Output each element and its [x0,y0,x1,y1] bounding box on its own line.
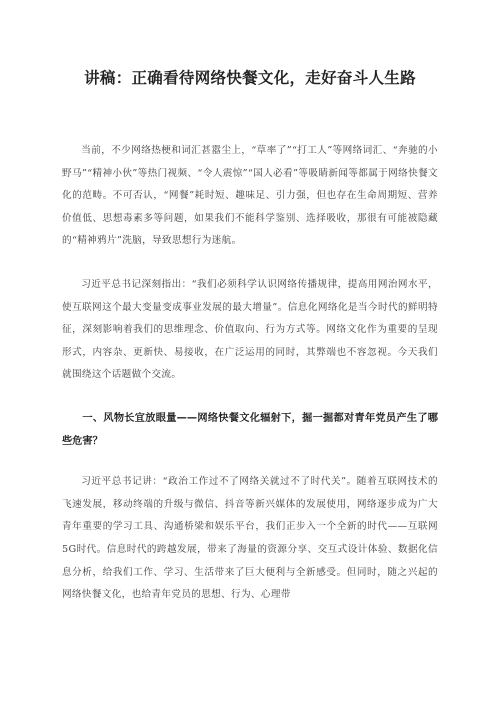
document-body [62,140,438,628]
paragraph-quote: 习近平总书记深刻指出：“我们必须科学认识网络传播规律，提高用网治网水平，使互联网这个最大变量变成事业发展的最大增量”。信息化网络化是当今时代的鲜明特征，深刻影响着我们的思维理念、价值取向、行为方式等。网络文化作为重要的呈现形式，内容杂、更新快、易接收，在广泛运用的同时，其弊端也不容忽视。今天我们就围绕这个话题做个交流。 [62,278,438,381]
paragraph-section-1: 习近平总书记讲：“政治工作过不了网络关就过不了时代关”。随着互联网技术的飞速发展，移动终端的升级与微信、抖音等新兴媒体的发展使用，网络逐步成为广大青年重要的学习工具、沟通桥梁和娱乐平台，我们正步入一个全新的时代——互联网5G时代。信息时代的跨越发展，带来了海量的资源分享、交互式设计体验、数据化信息分析，给我们工作、学习、生活带来了巨大便利与全新感受。但同时，随之兴起的网络快餐文化，也给青年党员的思想、行为、心理带 [62,476,438,601]
paragraph-intro: 当前，不少网络热梗和词汇甚嚣尘上，“草率了”“打工人”等网络词汇、“奔驰的小野马”“精神小伙”等热门视频、“令人震惊”“国人必看”等吸睛新闻等都属于网络快餐文化的范畴。不可否认，“网餐”耗时短、趣味足、引力强，但也存在生命周期短、营养价值低、思想毒素多等问题，如果我们不能科学鉴别、选择吸收，那很有可能被隐藏的“精神鸦片”洗脑，导致思想行为迷航。 [62,145,438,247]
document-title: 讲稿：正确看待网络快餐文化，走好奋斗人生路 [84,69,416,87]
section-heading-1: 一、风物长宜放眼量——网络快餐文化辐射下，掘一掘都对青年党员产生了哪些危害？ [62,412,438,447]
